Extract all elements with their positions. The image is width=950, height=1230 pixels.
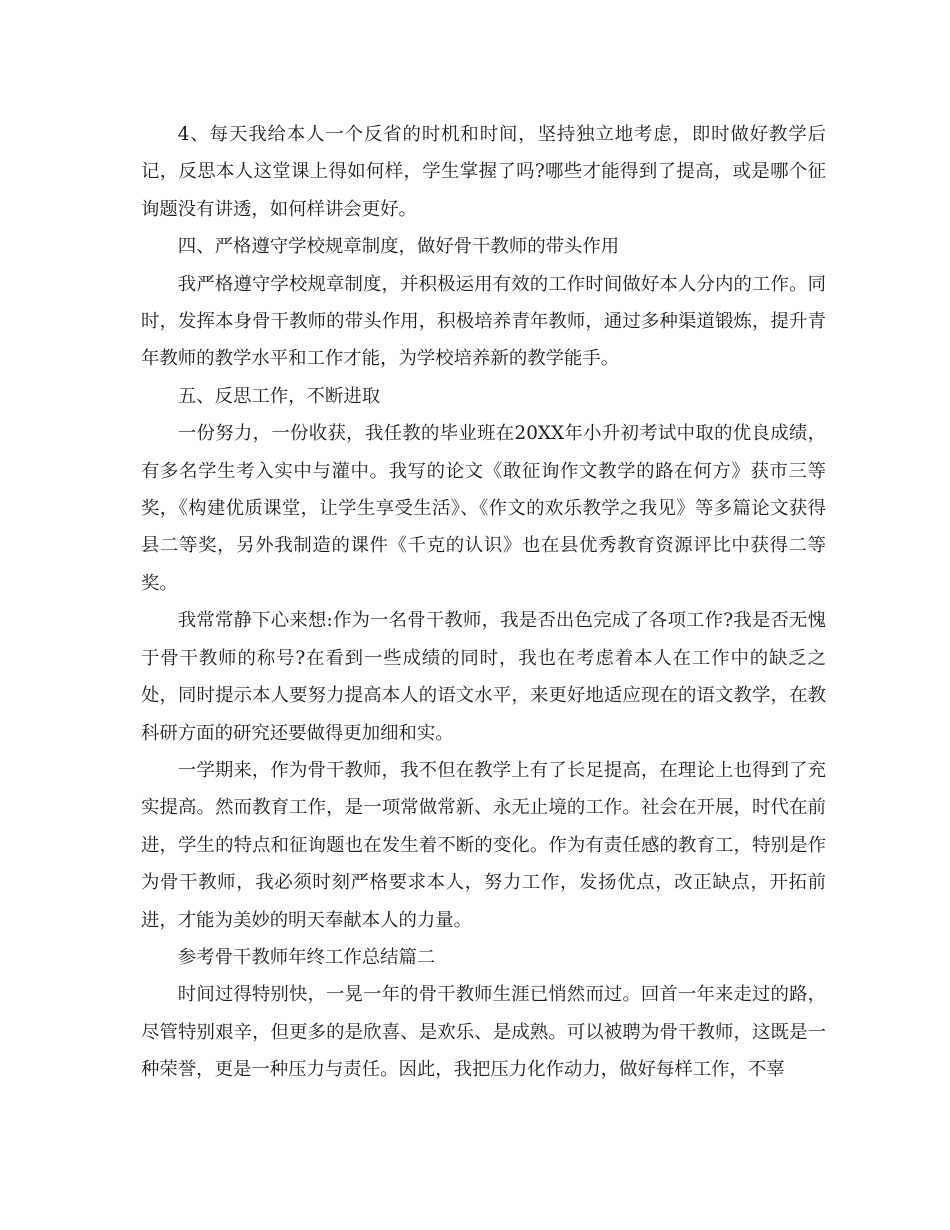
heading-section-4: 四、严格遵守学校规章制度，做好骨干教师的带头作用 [177,236,620,258]
paragraph-self-reflection: 我常常静下心来想:作为一名骨干教师，我是否出色完成了各项工作?我是否无愧于骨干教师的称号?在看到一些成绩的同时，我也在考虑着本人在工作中的缺乏之处，同时提示本人要努力提高本人的语文水平，来更好地适应现在的语文教学，在教科研方面的研究还要做得更加细和实。 [141,610,826,744]
paragraph-semester-summary: 一学期来，作为骨干教师，我不但在教学上有了长足提高，在理论上也得到了充实提高。然而教育工作，是一项常做常新、永无止境的工作。社会在开展，时代在前进，学生的特点和征询题也在发生着不断的变化。作为有责任感的教育工，特别是作为骨干教师，我必须时刻严格要求本人，努力工作，发扬优点，改正缺点，开拓前进，才能为美妙的明天奉献本人的力量。 [141,759,826,931]
heading-part-two: 参考骨干教师年终工作总结篇二 [177,946,436,968]
heading-section-5: 五、反思工作，不断进取 [177,385,381,407]
paragraph-part-two-intro: 时间过得特别快，一晃一年的骨干教师生涯已悄然而过。回首一年来走过的路，尽管特别艰辛，但更多的是欣喜、是欢乐、是成熟。可以被聘为骨干教师，这既是一种荣誉，更是一种压力与责任。因此，我把压力化作动力，做好每样工作，不辜 [141,984,826,1081]
paragraph-reflection-item-4: 4、每天我给本人一个反省的时机和时间，坚持独立地考虑，即时做好教学后记，反思本人这堂课上得如何样，学生掌握了吗?哪些才能得到了提高，或是哪个征询题没有讲透，如何样讲会更好。 [141,124,826,220]
document-body [141,116,826,1089]
paragraph-achievements: 一份努力，一份收获，我任教的毕业班在20XX年小升初考试中取的优良成绩，有多名学生考入实中与灌中。我写的论文《敢征询作文教学的路在何方》获市三等奖，《构建优质课堂，让学生享受生活》、《作文的欢乐教学之我见》等多篇论文获得县二等奖，另外我制造的课件《千克的认识》也在县优秀教育资源评比中获得二等奖。 [141,423,826,594]
paragraph-school-rules: 我严格遵守学校规章制度，并积极运用有效的工作时间做好本人分内的工作。同时，发挥本身骨干教师的带头作用，积极培养青年教师，通过多种渠道锻炼，提升青年教师的教学水平和工作才能，为学校培养新的教学能手。 [141,273,826,370]
